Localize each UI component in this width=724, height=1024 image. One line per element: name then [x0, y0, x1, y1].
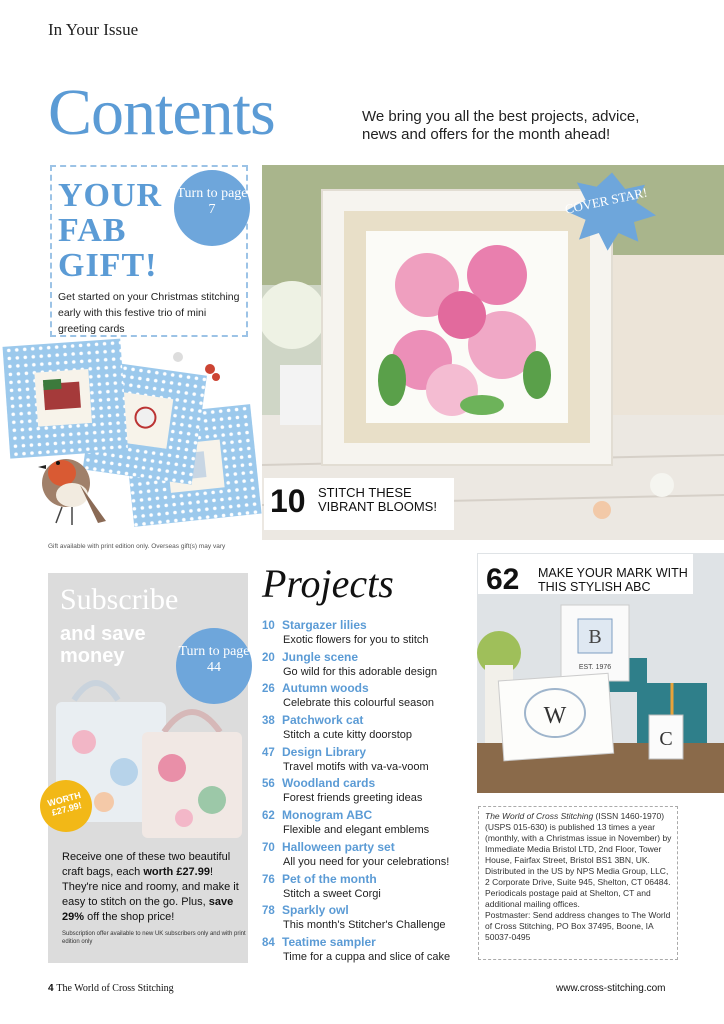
- project-item[interactable]: [262, 745, 472, 777]
- projects-title: Projects: [262, 561, 394, 606]
- project-name: Teatime sampler: [282, 934, 376, 949]
- project-name: Patchwork cat: [282, 713, 364, 728]
- project-page: 20: [262, 651, 275, 664]
- project-desc: Exotic flowers for you to stitch: [283, 634, 429, 646]
- gift-note: Gift available with print edition only. Overseas gift(s) may vary: [48, 543, 226, 550]
- abc-caption-text: MAKE YOUR MARK WITH THIS STYLISH ABC: [538, 566, 688, 594]
- subscribe-page-badge: Turn to page 44: [176, 628, 252, 704]
- monogram-w: W: [543, 703, 567, 729]
- project-item[interactable]: [262, 935, 472, 967]
- project-item[interactable]: [262, 840, 472, 872]
- monogram-b: B: [588, 626, 602, 648]
- project-desc: Flexible and elegant emblems: [283, 824, 430, 837]
- page-number: 4: [48, 983, 54, 994]
- project-page: 62: [262, 810, 275, 823]
- project-desc: Time for a cuppa and slice of cake: [283, 950, 451, 963]
- project-item[interactable]: [262, 681, 472, 713]
- publishing-info: The World of Cross Stitching (ISSN 1460-1970) (USPS 015-630) is published 13 times a year (monthly, with a Christmas issue in November) by Immediate Media Bristol LTD, 2nd Floor, Tower House, Fairfax Street, Bristol BS1 3BN, UK. Distributed in the US by NPS Media Group, LLC, 2 Corporate Drive, Suite 945, Shelton, CT 06484. Periodicals postage paid at Shelton, CT and additional mailing offices. Postmaster: Send address changes to The World of Cross Stitching, PO Box 37495, Boone, IA 50037-0495: [485, 811, 672, 942]
- worth-badge: WORTH £27.99!: [34, 774, 98, 838]
- project-list: [262, 618, 472, 967]
- subscribe-title: Subscribe: [60, 583, 179, 616]
- project-name: Autumn woods: [282, 681, 369, 696]
- project-name: Design Library: [282, 744, 367, 759]
- monogram-c: C: [659, 728, 673, 750]
- project-page: 76: [262, 873, 275, 886]
- project-name: Woodland cards: [282, 776, 376, 791]
- intro-text: We bring you all the best projects, advice, news and offers for the month ahead!: [362, 108, 640, 143]
- project-item[interactable]: [262, 618, 472, 650]
- project-name: Monogram ABC: [282, 808, 373, 823]
- project-page: 38: [262, 715, 275, 728]
- project-name: Jungle scene: [282, 649, 359, 664]
- project-item[interactable]: [262, 713, 472, 745]
- postmaster: Postmaster: Send address changes to The World of Cross Stitching, PO Box 37495, Boone, IA 50037-0495: [485, 910, 671, 942]
- project-name: Sparkly owl: [282, 903, 349, 918]
- project-page: 70: [262, 841, 275, 854]
- hero-caption-number: 10: [270, 483, 306, 519]
- hero-caption-text: STITCH THESE VIBRANT BLOOMS!: [318, 485, 437, 514]
- project-desc: Forest friends greeting ideas: [283, 792, 423, 805]
- subscribe-fine-print: Subscription offer available to new UK subscribers only and with print edition only: [62, 931, 246, 945]
- project-desc: Stitch a cute kitty doorstop: [283, 729, 413, 742]
- project-desc: Celebrate this colourful season: [283, 697, 435, 710]
- project-name: Halloween party set: [282, 839, 395, 854]
- abc-caption-number: 62: [486, 563, 520, 596]
- project-desc: This month's Stitcher's Challenge: [283, 919, 446, 932]
- footer-magazine: The World of Cross Stitching: [56, 983, 174, 994]
- project-name: Pet of the month: [282, 871, 377, 886]
- project-item[interactable]: [262, 903, 472, 935]
- gift-page-badge: Turn to page 7: [174, 170, 250, 246]
- project-page: 26: [262, 683, 275, 696]
- project-desc: Go wild for this adorable design: [283, 665, 438, 678]
- subscribe-description: Receive one of these two beautiful craft bags, each worth £27.99! They're nice and roomy, and make it easy to stitch on the go. Plus, save 29% off the shop price!: [62, 851, 239, 923]
- gift-cards-image: [0, 335, 262, 537]
- gift-title: YOUR FAB GIFT!: [58, 177, 163, 284]
- publishing-magazine: The World of Cross Stitching: [485, 811, 594, 821]
- page-title: Contents: [48, 76, 275, 149]
- project-page: 84: [262, 936, 275, 949]
- subscribe-subtitle: and save money: [60, 623, 146, 667]
- project-desc: Stitch a sweet Corgi: [283, 887, 381, 900]
- section-label: In Your Issue: [48, 20, 139, 39]
- project-page: 78: [262, 905, 275, 918]
- project-item[interactable]: [262, 808, 472, 840]
- gift-description: Get started on your Christmas stitching early with this festive trio of mini greeting cards: [58, 291, 240, 335]
- project-desc: Travel motifs with va-va-voom: [283, 760, 429, 773]
- project-name: Stargazer lilies: [282, 618, 367, 632]
- project-desc: All you need for your celebrations!: [283, 855, 450, 868]
- project-item[interactable]: [262, 650, 472, 682]
- project-page: 10: [262, 620, 275, 632]
- project-page: 47: [262, 746, 275, 759]
- footer-left: [48, 983, 174, 994]
- cover-star: COVER STAR!: [563, 184, 649, 217]
- project-item[interactable]: [262, 872, 472, 904]
- project-page: 56: [262, 778, 275, 791]
- project-item[interactable]: [262, 776, 472, 808]
- footer-url[interactable]: www.cross-stitching.com: [556, 983, 666, 994]
- monogram-est: EST. 1976: [578, 664, 612, 671]
